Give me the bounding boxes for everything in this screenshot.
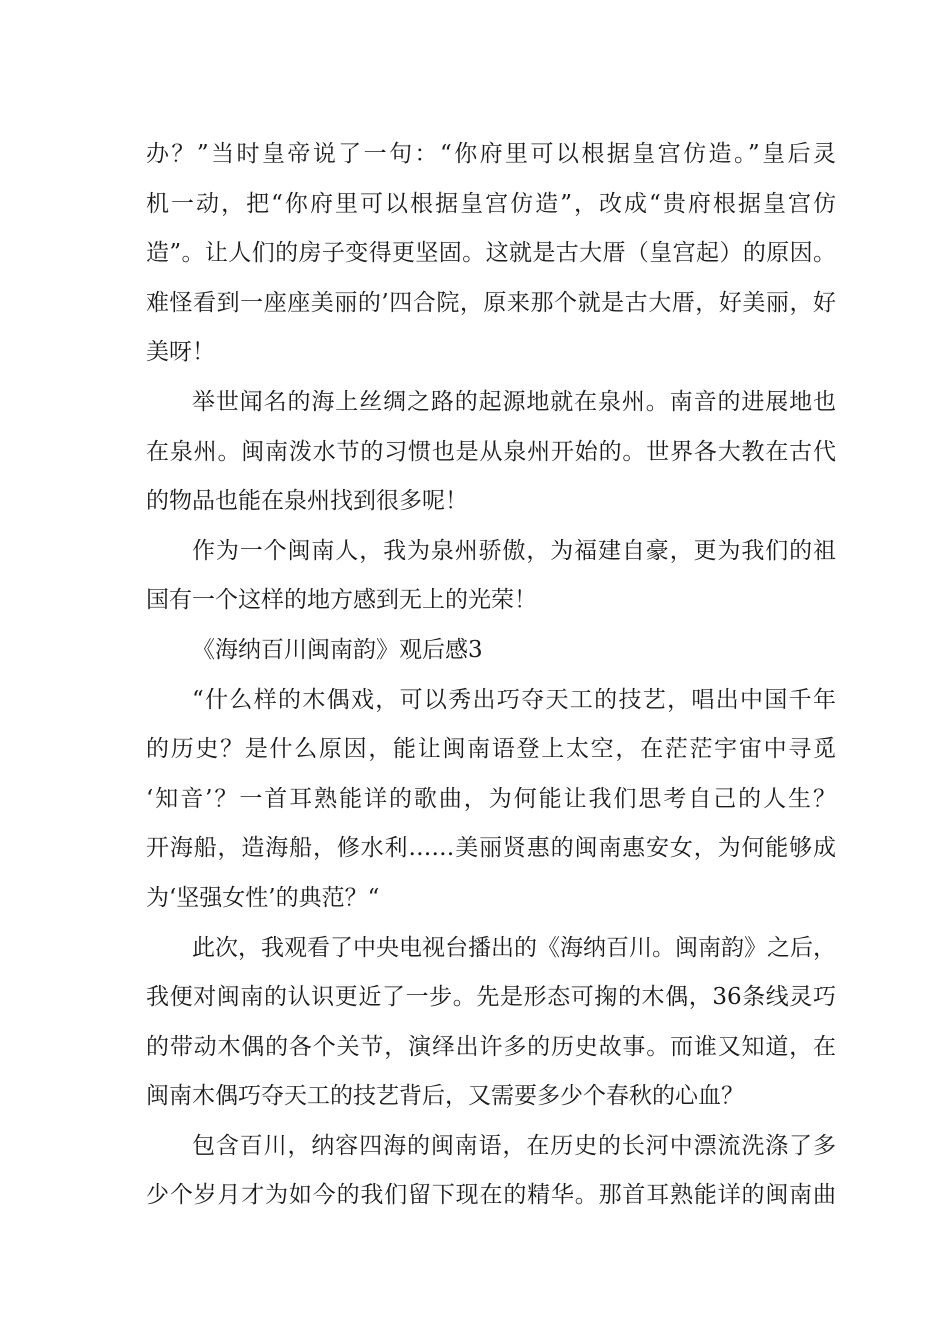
paragraph-first-line: 作为一个闽南人，我为泉州骄傲，为福建自豪，更为我们的祖 (192, 537, 836, 564)
text-line: 在泉州。闽南泼水节的习惯也是从泉州开始的。世界各大教在古代 (146, 438, 836, 465)
text-line: 的带动木偶的各个关节，演绎出许多的历史故事。而谁又知道，在 (146, 1033, 836, 1060)
text-line: 开海船，造海船，修水利……美丽贤惠的闽南惠安女，为何能够成 (146, 835, 836, 862)
text-line: 机一动，把“你府里可以根据皇宫仿造”，改成“贵府根据皇宫仿 (146, 190, 836, 217)
paragraph-first-line: 此次，我观看了中央电视台播出的《海纳百川。闽南韵》之后， (192, 934, 836, 961)
paragraph-first-line: 包含百川，纳容四海的闽南语，在历史的长河中漂流洗涤了多 (192, 1132, 836, 1159)
text-line: 的历史？是什么原因，能让闽南语登上太空，在茫茫宇宙中寻觅 (146, 736, 836, 763)
text-line: 办？”当时皇帝说了一句：“你府里可以根据皇宫仿造。”皇后灵 (146, 141, 836, 167)
text-line: 闽南木偶巧夺天工的技艺背后，又需要多少个春秋的心血？ (146, 1083, 744, 1110)
text-line: 美呀！ (146, 339, 215, 366)
text-line: 的物品也能在泉州找到很多呢！ (146, 488, 468, 515)
text-line: 难怪看到一座座美丽的’四合院，原来那个就是古大厝，好美丽，好 (146, 289, 836, 316)
document-body (146, 130, 836, 1221)
paragraph-first-line: “什么样的木偶戏，可以秀出巧夺天工的技艺，唱出中国千年 (192, 686, 836, 713)
text-line: 国有一个这样的地方感到无上的光荣！ (146, 587, 537, 614)
text-line: ‘知音’？一首耳熟能详的歌曲，为何能让我们思考自己的人生？ (146, 785, 836, 812)
text-line: 我便对闽南的认识更近了一步。先是形态可掬的木偶，36条线灵巧 (146, 984, 836, 1011)
paragraph-first-line: 举世闻名的海上丝绸之路的起源地就在泉州。南音的进展地也 (192, 388, 836, 415)
text-line: 造”。让人们的房子变得更坚固。这就是古大厝（皇宫起）的原因。 (146, 240, 836, 267)
section-heading: 《海纳百川闽南韵》观后感3 (192, 636, 483, 663)
text-line: 少个岁月才为如今的我们留下现在的精华。那首耳熟能详的闽南曲 (146, 1182, 836, 1209)
text-line: 为‘坚强女性’的典范？“ (146, 884, 380, 911)
